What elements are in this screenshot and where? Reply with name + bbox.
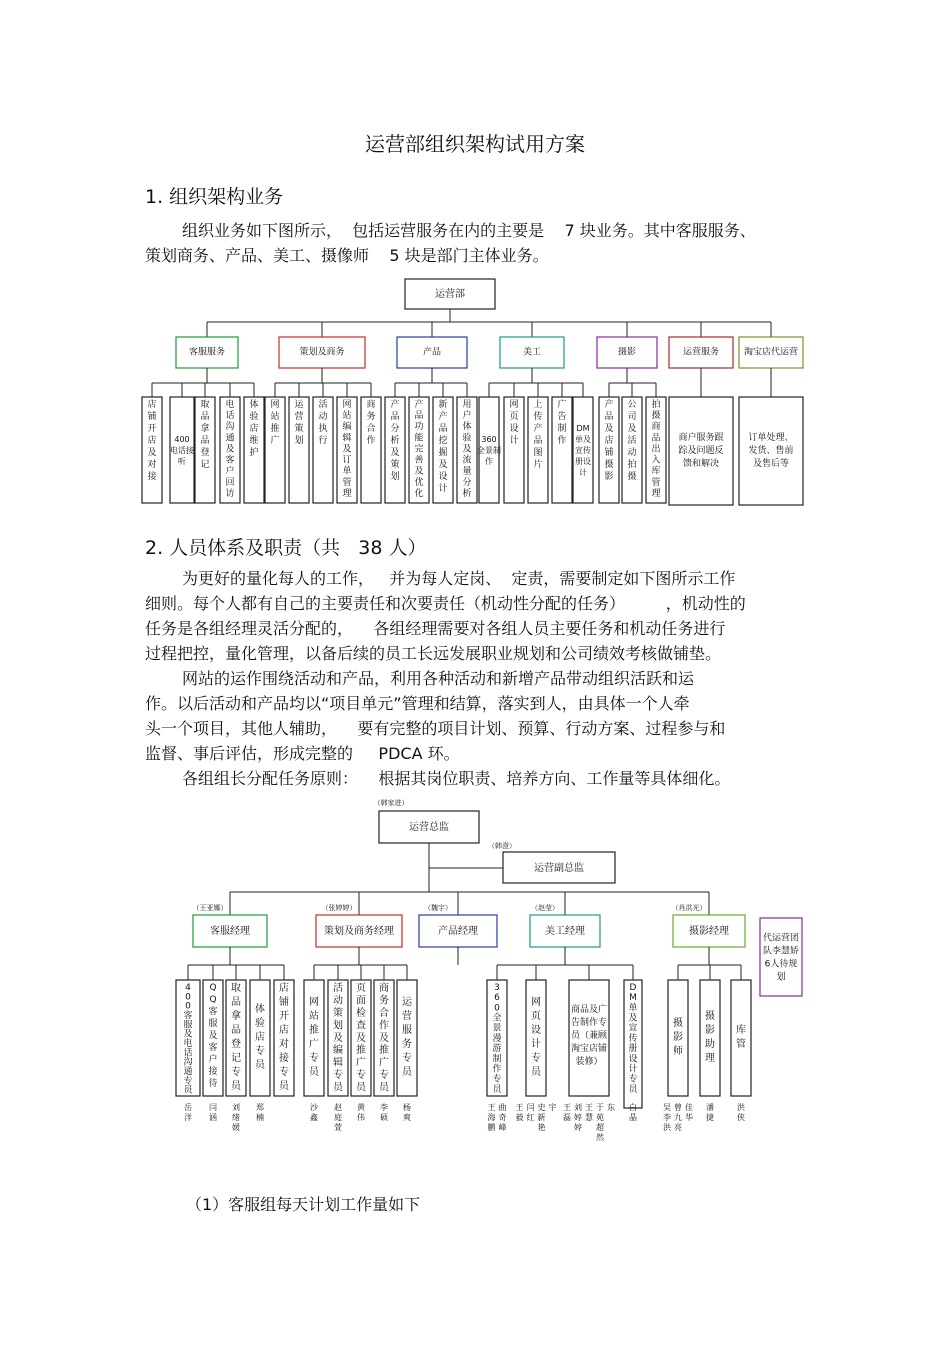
- manager-person: （赵莹）: [531, 904, 559, 912]
- role-people: 于苑超然: [596, 1103, 604, 1142]
- sub-label: 电话沟通及客户回访: [225, 400, 235, 499]
- manager-label: 客服经理: [210, 926, 250, 937]
- root-label: 运营部: [435, 289, 465, 300]
- manager-person: （肖洪光）: [671, 904, 707, 912]
- role-box: [731, 980, 751, 1096]
- role-label: 店铺开店对接专员: [279, 983, 289, 1092]
- role-people: 曾九亮: [674, 1103, 682, 1132]
- sub-label: 拍摄商品出入库管理: [651, 400, 661, 499]
- role-label: 取品拿品登记专员: [231, 983, 241, 1092]
- sub-label: 产品分析及策划: [390, 400, 400, 482]
- role-label: 3 6 0 全景漫游制作专员: [492, 983, 502, 1095]
- manager-label: 策划及商务经理: [324, 926, 394, 937]
- sub-label: 商务合作: [366, 400, 376, 446]
- role-label: 摄影师: [673, 1018, 683, 1057]
- role-label: 网站推广专员: [309, 997, 319, 1078]
- section1-heading: 1. 组织架构业务: [145, 186, 284, 208]
- sub-label: 活动执行: [318, 400, 328, 446]
- role-label: 库管: [736, 1025, 746, 1050]
- sub-label: 运营策划: [294, 400, 304, 446]
- group-label: 客服服务: [188, 347, 226, 358]
- role-people: 岳洋: [184, 1103, 192, 1122]
- manager-label: 代运营团队李慧娇 6人待规划: [762, 933, 800, 983]
- role-people: 杨爽: [403, 1103, 411, 1122]
- section2-heading: 2. 人员体系及职责（共 38 人）: [145, 537, 427, 559]
- role-people: 佳华: [685, 1103, 693, 1122]
- sub-label: 网站推广: [270, 400, 280, 446]
- page-title: 运营部组织架构试用方案: [365, 132, 585, 156]
- role-people: 黄伟: [357, 1103, 365, 1122]
- section2-line-9: 各组组长分配任务原则： 根据其岗位职责、培养方向、工作量等具体细化。: [182, 769, 731, 788]
- sub-label: 店铺开店及对接: [147, 400, 157, 482]
- role-label: 运营服务专员: [402, 997, 412, 1078]
- sub-label: 360 全景制作: [477, 434, 501, 466]
- sub-label: 400 电话接听: [170, 434, 194, 466]
- role-people: 王慧: [585, 1103, 593, 1122]
- role-people: 王海鹏: [487, 1103, 496, 1132]
- sub-label: 广告制作: [557, 400, 567, 446]
- sub-label: 取品拿品登记: [200, 400, 210, 470]
- director-person: （韩家进）: [373, 799, 409, 807]
- sub-label: 网站编辑及订单管理: [342, 400, 352, 499]
- role-people: 沙鑫: [310, 1103, 318, 1122]
- director-label: 运营总监: [409, 822, 449, 833]
- role-people: 史新艳: [537, 1103, 546, 1132]
- role-label: 页面检查及推广专员: [356, 983, 366, 1094]
- role-people: 曲奇峰: [498, 1103, 507, 1132]
- manager-person: （魏宇）: [424, 904, 452, 912]
- role-people: 闫红: [526, 1103, 535, 1122]
- role-label: 摄影助理: [705, 1011, 715, 1064]
- deputy-label: 运营副总监: [534, 863, 584, 874]
- manager-box: [760, 918, 802, 996]
- section1-line-2: 策划商务、产品、美工、摄像师 5 块是部门主体业务。: [145, 246, 549, 265]
- role-people: 赵庭萱: [334, 1103, 342, 1132]
- section2-line-5: 网站的运作围绕活动和产品，利用各种活动和新增产品带动组织活跃和运: [182, 669, 695, 688]
- section2-line-3: 任务是各组经理灵活分配的， 各组经理需要对各组人员主要任务和机动任务进行: [145, 619, 726, 638]
- role-people: 洪侠: [737, 1103, 745, 1122]
- sub-label: 产品功能完善及优化: [414, 400, 424, 499]
- role-people: 闫涵: [209, 1103, 217, 1122]
- sub-label: 体验店维护: [249, 400, 259, 458]
- role-people: 白晶: [629, 1103, 637, 1122]
- deputy-person: （韩澄）: [488, 842, 516, 850]
- role-label: 网页设计专员: [531, 997, 541, 1078]
- manager-label: 产品经理: [438, 926, 478, 937]
- sub-label: 产品及店铺摄影: [604, 400, 614, 482]
- section2-line-6: 作。以后活动和产品均以“项目单元”管理和结算，落实到人，由具体一个人牵: [145, 694, 690, 713]
- group-label: 摄影: [617, 347, 637, 358]
- role-people: 王磊: [563, 1103, 571, 1122]
- role-people: 李硕: [380, 1103, 388, 1122]
- role-people: 郑楠: [256, 1103, 264, 1122]
- group-label: 淘宝店代运营: [743, 347, 799, 358]
- role-label: Q Q 客服及客户接待: [208, 983, 218, 1089]
- sub-label: 商户服务跟踪及问题反馈和解决: [678, 433, 724, 470]
- role-people: 刘绪媛: [232, 1103, 240, 1132]
- role-people: 潘捷: [706, 1103, 714, 1122]
- sub-label: 新产品挖掘及设计: [438, 400, 448, 494]
- section2-line-1: 为更好的量化每人的工作， 并为每人定岗、 定责，需要制定如下图所示工作: [182, 569, 736, 588]
- section2-line-2: 细则。每个人都有自己的主要责任和次要责任（机动性分配的任务） ，机动性的: [145, 594, 746, 613]
- manager-person: （王亚娜）: [192, 904, 228, 912]
- sub-label: 上传产品图片: [533, 400, 543, 470]
- sub-label: 用户体验及流量分析: [462, 400, 472, 499]
- role-people: 吴李洪: [663, 1103, 671, 1132]
- role-label: 活动策划及编辑专员: [333, 983, 343, 1094]
- section2-line-7: 头一个项目，其他人辅助， 要有完整的项目计划、预算、行动方案、过程参与和: [145, 719, 726, 738]
- sub-label: 订单处理、发货、售前及售后等: [748, 433, 794, 470]
- sub-label: DM 单及宣传册设计: [575, 423, 591, 477]
- section2-line-4: 过程把控，量化管理，以备后续的员工长远发展职业规划和公司绩效考核做铺垫。: [145, 644, 722, 663]
- manager-label: 美工经理: [545, 926, 585, 937]
- role-people: 刘婷婷: [574, 1103, 582, 1132]
- role-label: D M 单及宣传册设计专员: [628, 983, 638, 1095]
- role-label: 商品及广告制作专员（兼顾淘宝店铺装修）: [570, 1005, 608, 1068]
- role-label: 4 0 0 客服及电话沟通专员: [183, 983, 193, 1096]
- manager-person: （张婷婷）: [321, 904, 357, 912]
- sub-label: 公司及活动拍摄: [627, 400, 637, 482]
- role-people: 王毅: [515, 1103, 524, 1122]
- role-people: 东: [607, 1103, 615, 1112]
- footer-note: （1）客服组每天计划工作量如下: [186, 1195, 421, 1214]
- group-label: 运营服务: [682, 347, 720, 358]
- group-label: 产品: [422, 347, 442, 358]
- group-label: 策划及商务: [299, 347, 345, 358]
- group-label: 美工: [522, 347, 542, 358]
- role-box: [700, 980, 720, 1096]
- role-people: 宇: [548, 1103, 557, 1112]
- manager-label: 摄影经理: [689, 926, 729, 937]
- role-label: 体验店专员: [255, 1004, 265, 1071]
- section1-line-1: 组织业务如下图所示， 包括运营服务在内的主要是 7 块业务。其中客服服务、: [182, 221, 756, 240]
- sub-label: 网页设计: [509, 400, 519, 446]
- role-label: 商务合作及推广专员: [379, 983, 389, 1094]
- section2-line-8: 监督、事后评估，形成完整的 PDCA 环。: [145, 744, 460, 763]
